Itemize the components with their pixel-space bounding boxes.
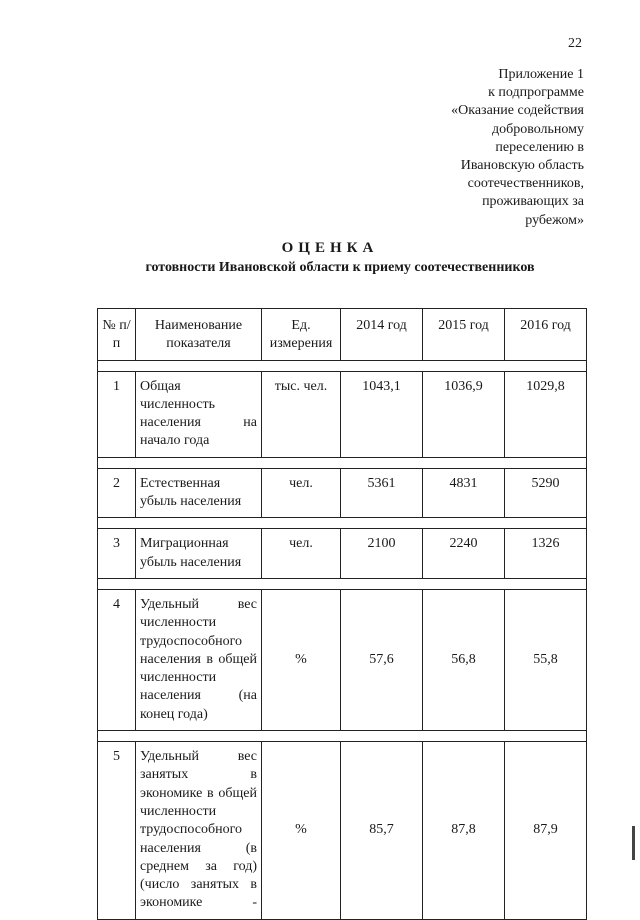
appendix-line: проживающих за	[482, 194, 584, 210]
scan-edge-mark	[632, 826, 635, 860]
row-value-2015: 1036,9	[423, 371, 505, 457]
row-spacer	[98, 578, 587, 589]
row-unit: чел.	[262, 529, 341, 579]
table-row	[98, 529, 587, 579]
appendix-line: переселению в	[495, 139, 584, 155]
header-2014: 2014 год	[341, 309, 423, 361]
row-value-2014: 2100	[341, 529, 423, 579]
row-name: Удельный вес занятых в экономике в общей численности трудоспособного населения (в среднем за год) (число занятых в экономике -	[136, 742, 262, 920]
row-spacer	[98, 731, 587, 742]
row-num: 1	[98, 371, 136, 457]
row-value-2016: 1029,8	[505, 371, 587, 457]
table-row	[98, 742, 587, 920]
appendix-line: «Оказание содействия	[451, 103, 584, 119]
readiness-table	[97, 308, 587, 920]
row-value-2014: 85,7	[341, 742, 423, 920]
row-value-2014: 57,6	[341, 589, 423, 730]
row-unit: %	[262, 742, 341, 920]
row-num: 4	[98, 589, 136, 730]
row-spacer	[98, 457, 587, 468]
header-2016: 2016 год	[505, 309, 587, 361]
header-unit: Ед. измерения	[262, 309, 341, 361]
row-value-2016: 5290	[505, 468, 587, 518]
page-number: 22	[568, 36, 582, 51]
appendix-line: добровольному	[491, 121, 584, 137]
row-num: 3	[98, 529, 136, 579]
appendix-line: рубежом»	[525, 212, 584, 228]
header-2015: 2015 год	[423, 309, 505, 361]
row-name: Естественная убыль населения	[136, 468, 262, 518]
document-title: ОЦЕНКА	[281, 240, 379, 256]
row-value-2015: 4831	[423, 468, 505, 518]
document-subtitle: готовности Ивановской области к приему соотечественников	[145, 260, 535, 275]
row-unit: чел.	[262, 468, 341, 518]
row-value-2014: 5361	[341, 468, 423, 518]
row-name: Общая численность населения на начало года	[136, 371, 262, 457]
appendix-line: соотечественников,	[467, 176, 584, 192]
row-num: 5	[98, 742, 136, 920]
appendix-line: к подпрограмме	[488, 85, 584, 101]
row-unit: тыс. чел.	[262, 371, 341, 457]
row-value-2016: 55,8	[505, 589, 587, 730]
table-row	[98, 589, 587, 730]
appendix-note	[404, 66, 584, 230]
row-spacer	[98, 518, 587, 529]
table-header-row	[98, 309, 587, 361]
appendix-line: Приложение 1	[498, 67, 584, 82]
row-spacer	[98, 360, 587, 371]
row-value-2015: 2240	[423, 529, 505, 579]
row-value-2015: 56,8	[423, 589, 505, 730]
table-row	[98, 468, 587, 518]
row-name: Миграционная убыль населения	[136, 529, 262, 579]
header-name: Наименование показателя	[136, 309, 262, 361]
row-value-2016: 87,9	[505, 742, 587, 920]
row-unit: %	[262, 589, 341, 730]
row-value-2014: 1043,1	[341, 371, 423, 457]
table-row	[98, 371, 587, 457]
row-value-2016: 1326	[505, 529, 587, 579]
row-num: 2	[98, 468, 136, 518]
row-value-2015: 87,8	[423, 742, 505, 920]
header-num: № п/п	[98, 309, 136, 361]
appendix-line: Ивановскую область	[460, 158, 584, 174]
row-name: Удельный вес численности трудоспособного населения в общей численности населения (на конец года)	[136, 589, 262, 730]
